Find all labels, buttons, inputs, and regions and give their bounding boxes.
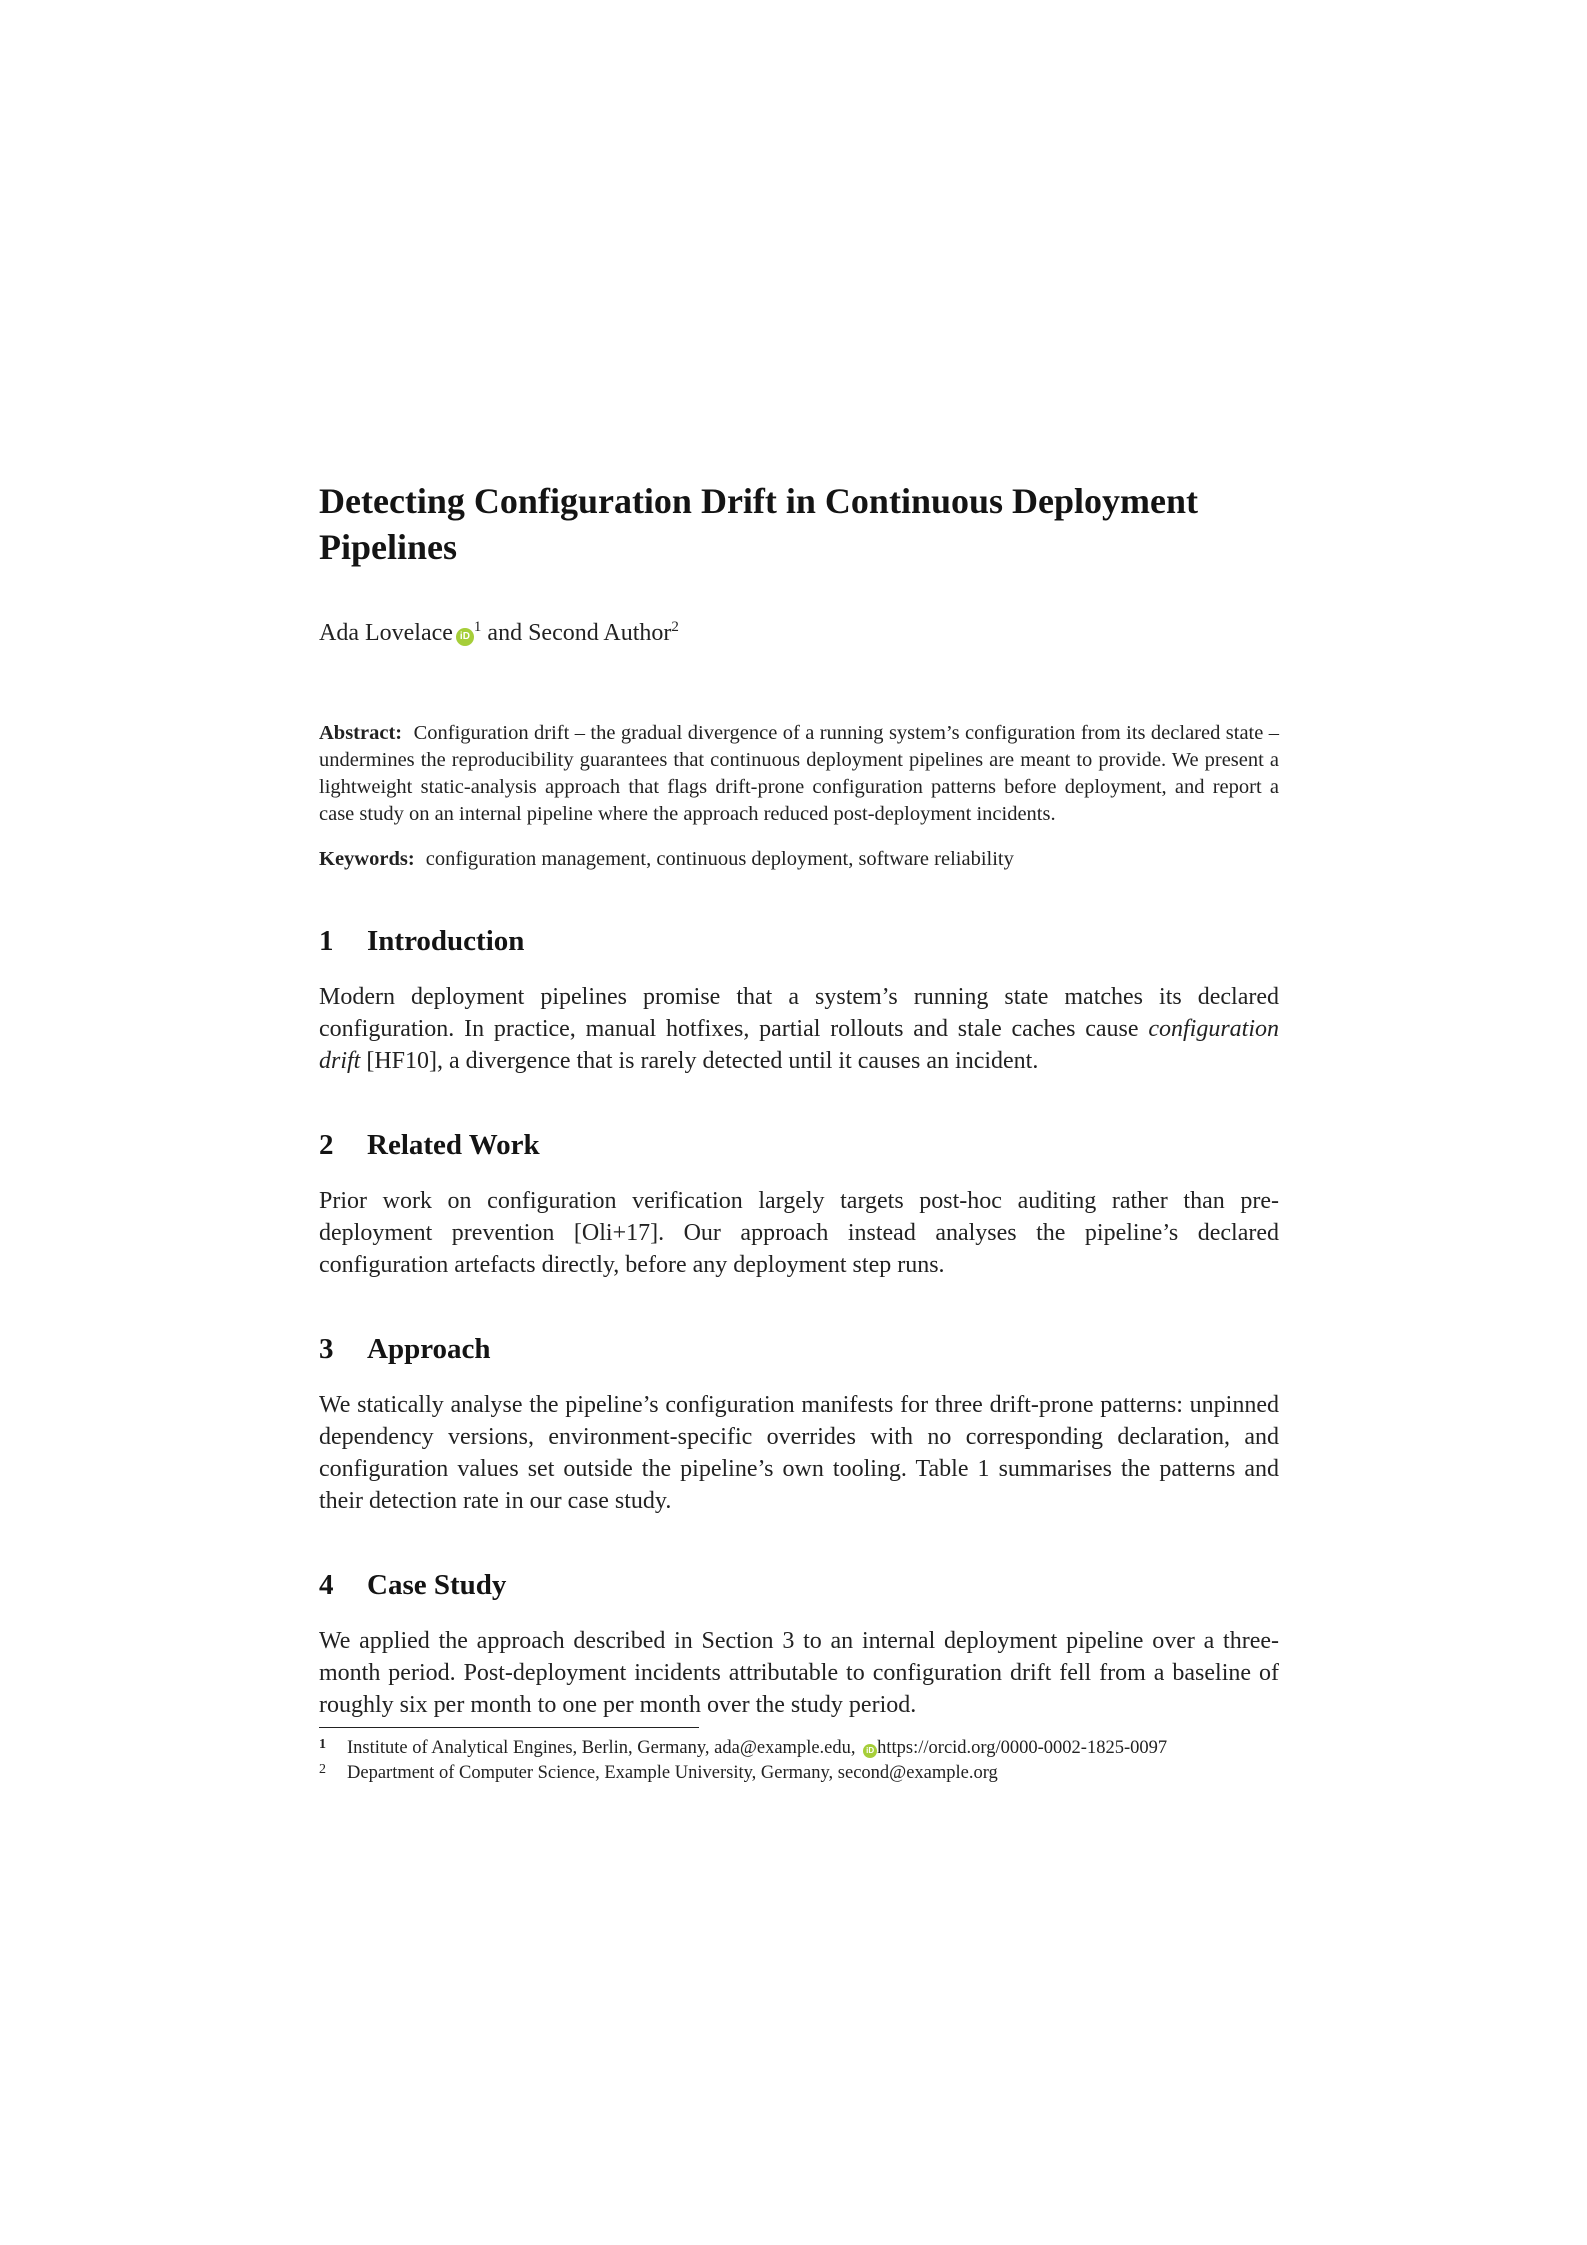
section-heading (319, 1127, 1279, 1163)
footnote-text: Institute of Analytical Engines, Berlin, Germany, ada@example.edu, (347, 1738, 856, 1758)
section-title: Introduction (367, 925, 525, 957)
paper-title: Detecting Configuration Drift in Continuous Deployment Pipelines (319, 481, 1198, 567)
orcid-icon[interactable]: iD (456, 628, 474, 646)
footnote-2 (319, 1761, 1279, 1786)
author-1-name: Ada Lovelace (319, 620, 453, 646)
orcid-icon: iD (863, 1744, 877, 1758)
orcid-link[interactable]: https://orcid.org/0000-0002-1825-0097 (877, 1738, 1168, 1758)
keywords (319, 846, 1279, 873)
section-body: We applied the approach described in Section 3 to an internal deployment pipeline over a three-month period. Post-deployment incidents attributable to configuration drift fell from a baseline of roughly six per month to one per month over the study period. (319, 1628, 1279, 1718)
footnote-divider (319, 1727, 699, 1728)
section-introduction (319, 923, 1279, 1077)
abstract-label: Abstract: (319, 722, 403, 744)
emphasized-term: configuration drift (319, 1016, 1279, 1074)
section-body: We statically analyse the pipeline’s configuration manifests for three drift-prone patterns: unpinned dependency versions, environment-specific overrides with no corresponding declaration, and configuration values set outside the pipeline’s own tooling. Table 1 summarises the patterns and their detection rate in our case study. (319, 1392, 1279, 1514)
paper-page (319, 478, 1279, 1786)
section-body (319, 981, 1279, 1077)
author-line (319, 618, 1279, 648)
footnote-mark: 2 (319, 1762, 326, 1777)
section-heading (319, 1567, 1279, 1603)
section-body: Prior work on configuration verification largely targets post-hoc auditing rather than pre-deployment prevention [Oli+17]. Our approach instead analyses the pipeline’s declared configuration artefacts directly, before any deployment step runs. (319, 1188, 1279, 1278)
section-number: 4 (319, 1569, 334, 1601)
author-2-name: Second Author (528, 620, 672, 646)
author-1-affiliation-mark: 1 (473, 619, 482, 635)
author-2-affiliation-mark: 2 (671, 619, 679, 635)
section-text: [HF10], a divergence that is rarely detected until it causes an incident. (360, 1048, 1039, 1074)
abstract-text: Configuration drift – the gradual divergence of a running system’s configuration from its declared state – undermines the reproducibility guarantees that continuous deployment pipelines are meant to provide. We present a lightweight static-analysis approach that flags drift-prone configuration patterns before deployment, and report a case study on an internal pipeline where the approach reduced post-deployment incidents. (319, 722, 1280, 825)
section-text: Modern deployment pipelines promise that a system’s running state matches its declared configuration. In practice, manual hotfixes, partial rollouts and stale caches cause (319, 984, 1279, 1042)
keywords-text: configuration management, continuous deployment, software reliability (425, 848, 1014, 870)
footnotes (319, 1736, 1279, 1786)
footnote-text: Department of Computer Science, Example University, Germany, second@example.org (347, 1763, 998, 1783)
section-title: Approach (367, 1333, 491, 1365)
keywords-label: Keywords: (319, 848, 415, 870)
section-number: 1 (319, 925, 334, 957)
footnote-mark: 1 (319, 1737, 326, 1752)
section-heading (319, 1331, 1279, 1367)
section-title: Case Study (367, 1569, 507, 1601)
footnote-1 (319, 1736, 1279, 1761)
author-conjunction: and (487, 620, 523, 646)
section-heading (319, 923, 1279, 959)
section-number: 3 (319, 1333, 334, 1365)
section-related-work (319, 1127, 1279, 1281)
section-case-study (319, 1567, 1279, 1721)
section-title: Related Work (367, 1129, 540, 1161)
section-approach (319, 1331, 1279, 1517)
section-number: 2 (319, 1129, 334, 1161)
abstract (319, 720, 1279, 828)
